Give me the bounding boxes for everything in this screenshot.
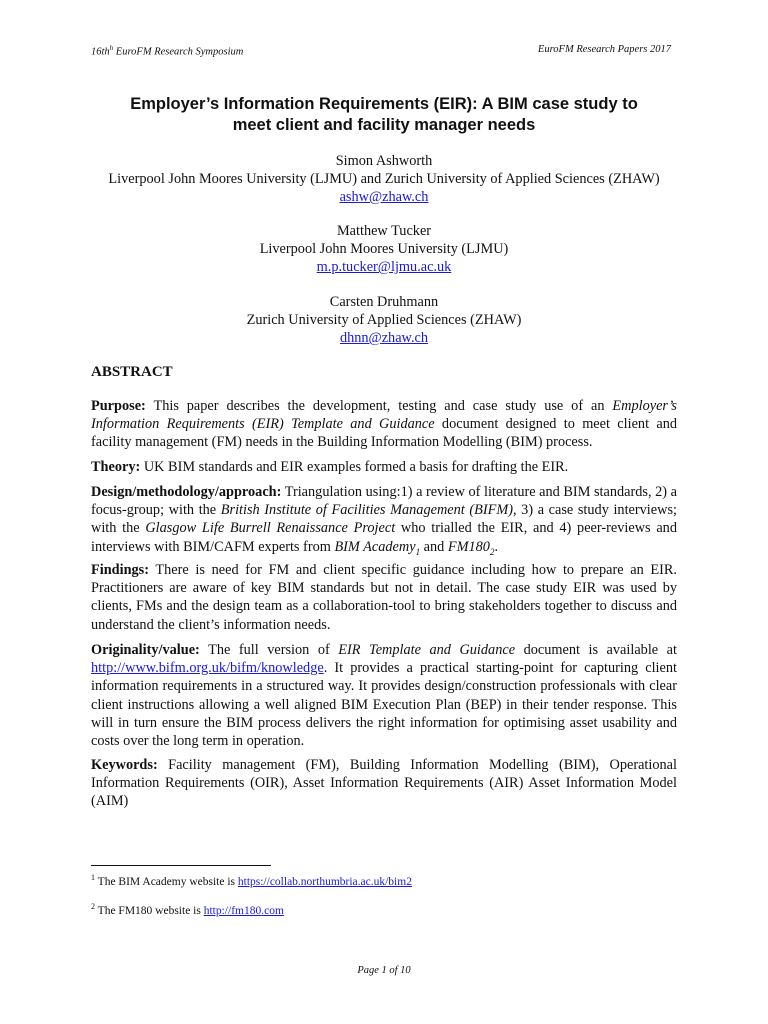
originality-paragraph (91, 641, 677, 750)
author-affiliation: Zurich University of Applied Sciences (ZHAW) (246, 312, 522, 328)
design-burrell: Glasgow Life Burrell Renaissance Project (145, 520, 396, 537)
author-email-link[interactable]: ashw@zhaw.ch (339, 189, 429, 205)
design-text-4: and (420, 538, 448, 555)
originality-doc-title: EIR Template and Guidance (338, 642, 516, 658)
keywords-paragraph (91, 756, 677, 811)
author-name: Carsten Druhmann (329, 294, 439, 310)
findings-label: Findings: (91, 562, 150, 578)
fm180-link[interactable]: http://fm180.com (203, 904, 284, 917)
findings-text: There is need for FM and client specific guidance including how to prepare an EIR. Practitioners are aware of key BIM standards but not in detail. The case study EIR was used by clients, FMs and the design team as a collaboration-tool to bring stakeholders together to discuss and understand the client’s information needs. (91, 562, 677, 633)
author-email-link[interactable]: m.p.tucker@ljmu.ac.uk (316, 259, 452, 275)
purpose-label: Purpose: (91, 398, 146, 414)
design-text-3: who trialled the EIR, and 4) peer-reviews and interviews with BIM/CAFM experts from (91, 520, 677, 555)
design-text-1: Triangulation using:1) a review of literature and BIM standards, 2) a focus-group; with the (91, 484, 677, 519)
keywords-label: Keywords: (91, 757, 158, 773)
footnote-text: The FM180 website is (95, 904, 204, 917)
design-bim-academy: BIM Academy (334, 538, 416, 555)
author-email-link[interactable]: dhnn@zhaw.ch (339, 330, 429, 346)
running-header-left (91, 44, 243, 58)
theory-text: UK BIM standards and EIR examples formed a basis for drafting the EIR. (140, 459, 569, 475)
abstract-heading: ABSTRACT (91, 364, 173, 380)
originality-text-3: . It provides a practical starting-point for capturing client information requirements in a structured way. It provides design/construction professionals with clear client instructions allowing a well aligned BIM Execution Plan (BEP) in their tender response. This will in turn ensure the BIM process delivers the right information for optimising asset usability and costs over the long term in operation. (91, 660, 677, 750)
findings-paragraph (91, 561, 677, 634)
originality-label: Originality/value: (91, 642, 200, 658)
keywords-text: Facility management (FM), Building Information Modelling (BIM), Operational Information Requirements (OIR), Asset Information Requirements (AIR) Asset Information Model (AIM) (91, 757, 677, 810)
design-paragraph (91, 483, 677, 561)
originality-text-2: document is available at (515, 642, 677, 658)
design-bifm: British Institute of Facilities Management (BIFM), (220, 502, 517, 519)
author-block-2 (91, 222, 677, 276)
design-fm180: FM180 (447, 538, 490, 555)
footnote-text: The BIM Academy website is (95, 875, 238, 888)
footnote-2 (91, 902, 284, 917)
footnote-ref-1: 1 (415, 546, 421, 557)
purpose-text-1: This paper describes the development, testing and case study use of an (145, 398, 613, 414)
page-number: Page 1 of 10 (357, 965, 411, 976)
author-affiliation: Liverpool John Moores University (LJMU) (259, 241, 509, 257)
bifm-knowledge-link[interactable]: http://www.bifm.org.uk/bifm/knowledge (91, 660, 324, 677)
originality-text-1: The full version of (199, 642, 339, 658)
purpose-text-2: document designed to meet client and facility management (FM) needs in the Building Information Modelling (BIM) process. (91, 416, 677, 451)
design-text-2: 3) a case study interviews; with the (91, 502, 677, 537)
author-block-1 (91, 152, 677, 206)
footnote-divider (91, 865, 271, 866)
author-name: Matthew Tucker (336, 223, 432, 239)
header-symposium: EuroFM Research Symposium (113, 46, 244, 58)
title-line-1: Employer’s Information Requirements (EIR): A BIM case study to (130, 95, 638, 113)
bim-academy-link[interactable]: https://collab.northumbria.ac.uk/bim2 (237, 875, 412, 888)
author-block-3 (91, 293, 677, 347)
purpose-doc-title: Employer’s Information Requirements (EIR) Template and Guidance (91, 398, 677, 433)
running-header-right: EuroFM Research Papers 2017 (537, 44, 671, 55)
header-edition-sup: h (109, 44, 114, 52)
footnote-ref-2: 2 (489, 546, 495, 557)
paper-title (91, 94, 677, 136)
footnote-number: 1 (91, 873, 95, 882)
theory-paragraph (91, 458, 677, 476)
footnote-number: 2 (91, 902, 95, 911)
header-edition: 16th (91, 46, 110, 58)
title-line-2: meet client and facility manager needs (232, 116, 536, 134)
purpose-paragraph (91, 397, 677, 452)
footnote-1 (91, 873, 412, 888)
author-affiliation: Liverpool John Moores University (LJMU) and Zurich University of Applied Sciences (ZHAW) (108, 171, 660, 187)
author-name: Simon Ashworth (335, 153, 433, 169)
theory-label: Theory: (91, 459, 141, 475)
design-label: Design/methodology/approach: (91, 484, 282, 500)
design-text-5: . (494, 538, 499, 555)
